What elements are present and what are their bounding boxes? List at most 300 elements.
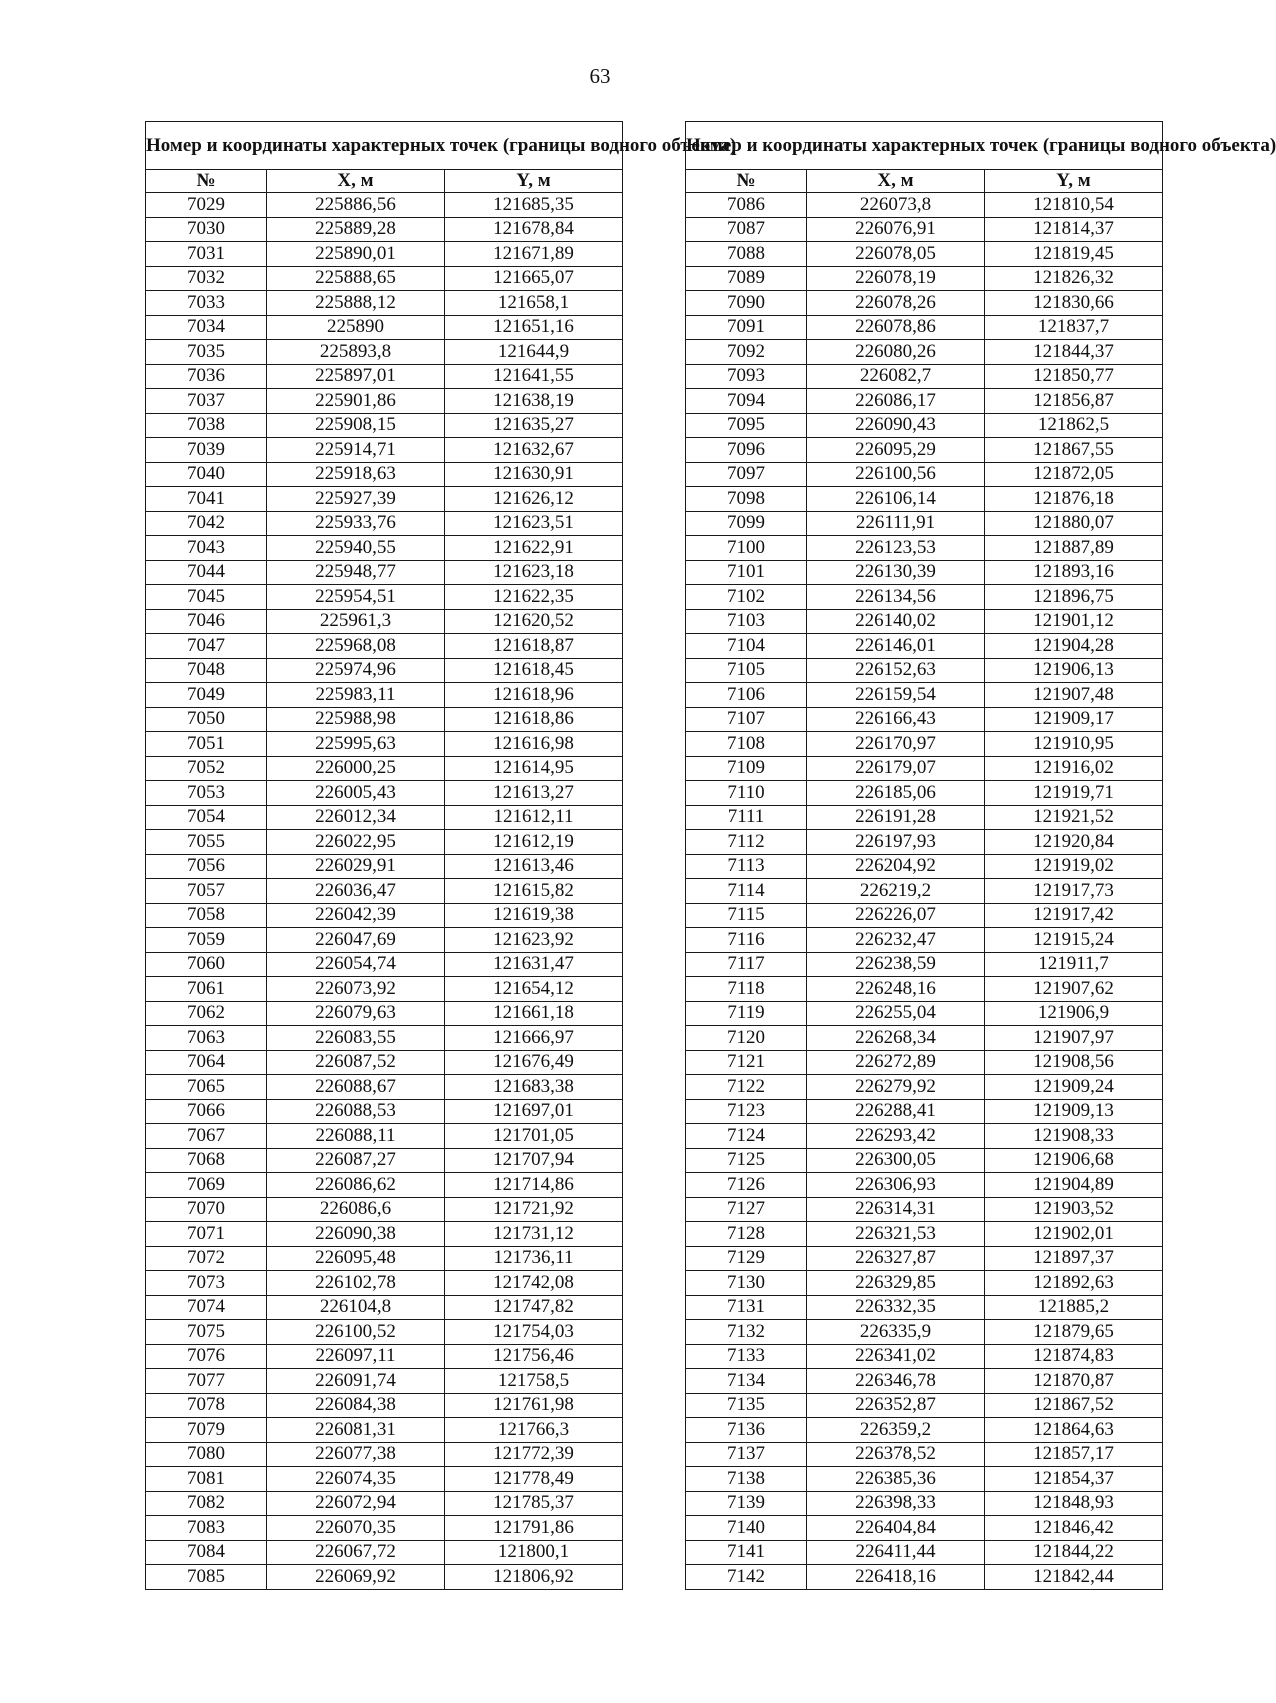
- table-row: [686, 1222, 1163, 1247]
- point-number-cell: 7096: [686, 438, 807, 463]
- x-coordinate-cell: 226078,26: [807, 291, 985, 316]
- point-number-cell: 7100: [686, 536, 807, 561]
- table-row: [146, 1516, 623, 1541]
- x-coordinate-cell: 226359,2: [807, 1418, 985, 1443]
- x-coordinate-cell: 226418,16: [807, 1565, 985, 1590]
- point-number-cell: 7061: [146, 977, 267, 1002]
- table-row: [146, 903, 623, 928]
- y-coordinate-cell: 121618,96: [445, 683, 623, 708]
- table-row: [146, 291, 623, 316]
- point-number-cell: 7118: [686, 977, 807, 1002]
- x-coordinate-cell: 226140,02: [807, 609, 985, 634]
- x-coordinate-cell: 226070,35: [267, 1516, 445, 1541]
- table-row: [146, 315, 623, 340]
- y-coordinate-cell: 121714,86: [445, 1173, 623, 1198]
- point-number-cell: 7092: [686, 340, 807, 365]
- x-coordinate-cell: 226191,28: [807, 805, 985, 830]
- x-coordinate-cell: 226170,97: [807, 732, 985, 757]
- x-coordinate-cell: 225890,01: [267, 242, 445, 267]
- y-coordinate-cell: 121844,22: [985, 1540, 1163, 1565]
- column-header-y: Y, м: [445, 170, 623, 193]
- y-coordinate-cell: 121623,51: [445, 511, 623, 536]
- x-coordinate-cell: 226067,72: [267, 1540, 445, 1565]
- point-number-cell: 7103: [686, 609, 807, 634]
- point-number-cell: 7101: [686, 560, 807, 585]
- table-row: [146, 952, 623, 977]
- x-coordinate-cell: 226329,85: [807, 1271, 985, 1296]
- y-coordinate-cell: 121785,37: [445, 1491, 623, 1516]
- point-number-cell: 7094: [686, 389, 807, 414]
- y-coordinate-cell: 121612,11: [445, 805, 623, 830]
- y-coordinate-cell: 121904,28: [985, 634, 1163, 659]
- table-row: [686, 340, 1163, 365]
- y-coordinate-cell: 121917,73: [985, 879, 1163, 904]
- x-coordinate-cell: 225886,56: [267, 193, 445, 218]
- point-number-cell: 7127: [686, 1197, 807, 1222]
- table-row: [686, 952, 1163, 977]
- point-number-cell: 7104: [686, 634, 807, 659]
- y-coordinate-cell: 121921,52: [985, 805, 1163, 830]
- y-coordinate-cell: 121867,55: [985, 438, 1163, 463]
- x-coordinate-cell: 226378,52: [807, 1442, 985, 1467]
- point-number-cell: 7060: [146, 952, 267, 977]
- point-number-cell: 7048: [146, 658, 267, 683]
- x-coordinate-cell: 226232,47: [807, 928, 985, 953]
- point-number-cell: 7039: [146, 438, 267, 463]
- point-number-cell: 7109: [686, 756, 807, 781]
- x-coordinate-cell: 226134,56: [807, 585, 985, 610]
- point-number-cell: 7049: [146, 683, 267, 708]
- x-coordinate-cell: 226080,26: [807, 340, 985, 365]
- point-number-cell: 7055: [146, 830, 267, 855]
- y-coordinate-cell: 121644,9: [445, 340, 623, 365]
- x-coordinate-cell: 225988,98: [267, 707, 445, 732]
- x-coordinate-cell: 225974,96: [267, 658, 445, 683]
- point-number-cell: 7134: [686, 1369, 807, 1394]
- table-row: [686, 1124, 1163, 1149]
- x-coordinate-cell: 226083,55: [267, 1026, 445, 1051]
- table-row: [686, 683, 1163, 708]
- y-coordinate-cell: 121842,44: [985, 1565, 1163, 1590]
- x-coordinate-cell: 226078,19: [807, 266, 985, 291]
- y-coordinate-cell: 121701,05: [445, 1124, 623, 1149]
- y-coordinate-cell: 121810,54: [985, 193, 1163, 218]
- table-row: [146, 1148, 623, 1173]
- point-number-cell: 7051: [146, 732, 267, 757]
- table-row: [686, 1516, 1163, 1541]
- point-number-cell: 7106: [686, 683, 807, 708]
- point-number-cell: 7142: [686, 1565, 807, 1590]
- point-number-cell: 7085: [146, 1565, 267, 1590]
- table-row: [146, 487, 623, 512]
- x-coordinate-cell: 226346,78: [807, 1369, 985, 1394]
- y-coordinate-cell: 121683,38: [445, 1075, 623, 1100]
- point-number-cell: 7138: [686, 1467, 807, 1492]
- y-coordinate-cell: 121874,83: [985, 1344, 1163, 1369]
- point-number-cell: 7111: [686, 805, 807, 830]
- x-coordinate-cell: 226268,34: [807, 1026, 985, 1051]
- table-row: [146, 193, 623, 218]
- table-row: [686, 560, 1163, 585]
- table-row: [146, 511, 623, 536]
- x-coordinate-cell: 226005,43: [267, 781, 445, 806]
- table-row: [686, 805, 1163, 830]
- y-coordinate-cell: 121887,89: [985, 536, 1163, 561]
- y-coordinate-cell: 121676,49: [445, 1050, 623, 1075]
- table-row: [146, 1246, 623, 1271]
- x-coordinate-cell: 225954,51: [267, 585, 445, 610]
- y-coordinate-cell: 121911,7: [985, 952, 1163, 977]
- x-coordinate-cell: 226335,9: [807, 1320, 985, 1345]
- y-coordinate-cell: 121619,38: [445, 903, 623, 928]
- x-coordinate-cell: 226123,53: [807, 536, 985, 561]
- x-coordinate-cell: 226104,8: [267, 1295, 445, 1320]
- table-row: [146, 364, 623, 389]
- table-row: [146, 1491, 623, 1516]
- y-coordinate-cell: 121867,52: [985, 1393, 1163, 1418]
- x-coordinate-cell: 226042,39: [267, 903, 445, 928]
- x-coordinate-cell: 225893,8: [267, 340, 445, 365]
- column-header-number: №: [686, 170, 807, 193]
- x-coordinate-cell: 225901,86: [267, 389, 445, 414]
- point-number-cell: 7034: [146, 315, 267, 340]
- y-coordinate-cell: 121885,2: [985, 1295, 1163, 1320]
- x-coordinate-cell: 226081,31: [267, 1418, 445, 1443]
- point-number-cell: 7050: [146, 707, 267, 732]
- table-row: [146, 536, 623, 561]
- table-row: [686, 928, 1163, 953]
- y-coordinate-cell: 121623,92: [445, 928, 623, 953]
- y-coordinate-cell: 121772,39: [445, 1442, 623, 1467]
- table-row: [146, 340, 623, 365]
- point-number-cell: 7042: [146, 511, 267, 536]
- y-coordinate-cell: 121618,86: [445, 707, 623, 732]
- x-coordinate-cell: 226248,16: [807, 977, 985, 1002]
- point-number-cell: 7131: [686, 1295, 807, 1320]
- point-number-cell: 7054: [146, 805, 267, 830]
- point-number-cell: 7120: [686, 1026, 807, 1051]
- table-row: [686, 879, 1163, 904]
- point-number-cell: 7067: [146, 1124, 267, 1149]
- y-coordinate-cell: 121800,1: [445, 1540, 623, 1565]
- table-row: [686, 1099, 1163, 1124]
- y-coordinate-cell: 121876,18: [985, 487, 1163, 512]
- point-number-cell: 7139: [686, 1491, 807, 1516]
- x-coordinate-cell: 225995,63: [267, 732, 445, 757]
- table-row: [686, 1491, 1163, 1516]
- table-row: [146, 805, 623, 830]
- point-number-cell: 7089: [686, 266, 807, 291]
- x-coordinate-cell: 226288,41: [807, 1099, 985, 1124]
- y-coordinate-cell: 121919,02: [985, 854, 1163, 879]
- point-number-cell: 7140: [686, 1516, 807, 1541]
- point-number-cell: 7063: [146, 1026, 267, 1051]
- point-number-cell: 7070: [146, 1197, 267, 1222]
- table-row: [686, 217, 1163, 242]
- table-row: [686, 438, 1163, 463]
- point-number-cell: 7059: [146, 928, 267, 953]
- x-coordinate-cell: 226146,01: [807, 634, 985, 659]
- point-number-cell: 7125: [686, 1148, 807, 1173]
- point-number-cell: 7038: [146, 413, 267, 438]
- point-number-cell: 7121: [686, 1050, 807, 1075]
- x-coordinate-cell: 226073,92: [267, 977, 445, 1002]
- y-coordinate-cell: 121623,18: [445, 560, 623, 585]
- x-coordinate-cell: 226106,14: [807, 487, 985, 512]
- point-number-cell: 7084: [146, 1540, 267, 1565]
- point-number-cell: 7053: [146, 781, 267, 806]
- x-coordinate-cell: 226078,05: [807, 242, 985, 267]
- y-coordinate-cell: 121910,95: [985, 732, 1163, 757]
- x-coordinate-cell: 226047,69: [267, 928, 445, 953]
- table-row: [146, 1295, 623, 1320]
- x-coordinate-cell: 226072,94: [267, 1491, 445, 1516]
- y-coordinate-cell: 121665,07: [445, 266, 623, 291]
- x-coordinate-cell: 226076,91: [807, 217, 985, 242]
- x-coordinate-cell: 225908,15: [267, 413, 445, 438]
- y-coordinate-cell: 121906,68: [985, 1148, 1163, 1173]
- x-coordinate-cell: 226087,27: [267, 1148, 445, 1173]
- point-number-cell: 7043: [146, 536, 267, 561]
- point-number-cell: 7112: [686, 830, 807, 855]
- table-row: [686, 1540, 1163, 1565]
- point-number-cell: 7041: [146, 487, 267, 512]
- y-coordinate-cell: 121614,95: [445, 756, 623, 781]
- y-coordinate-cell: 121658,1: [445, 291, 623, 316]
- table-row: [686, 707, 1163, 732]
- point-number-cell: 7116: [686, 928, 807, 953]
- point-number-cell: 7033: [146, 291, 267, 316]
- table-row: [686, 1320, 1163, 1345]
- point-number-cell: 7062: [146, 1001, 267, 1026]
- table-row: [686, 193, 1163, 218]
- point-number-cell: 7097: [686, 462, 807, 487]
- table-row: [146, 781, 623, 806]
- x-coordinate-cell: 226404,84: [807, 1516, 985, 1541]
- table-row: [686, 585, 1163, 610]
- table-row: [686, 389, 1163, 414]
- y-coordinate-cell: 121666,97: [445, 1026, 623, 1051]
- x-coordinate-cell: 226398,33: [807, 1491, 985, 1516]
- y-coordinate-cell: 121848,93: [985, 1491, 1163, 1516]
- table-row: [146, 928, 623, 953]
- point-number-cell: 7133: [686, 1344, 807, 1369]
- x-coordinate-cell: 225897,01: [267, 364, 445, 389]
- y-coordinate-cell: 121854,37: [985, 1467, 1163, 1492]
- point-number-cell: 7031: [146, 242, 267, 267]
- table-row: [146, 1565, 623, 1590]
- x-coordinate-cell: 226204,92: [807, 854, 985, 879]
- table-row: [146, 1540, 623, 1565]
- point-number-cell: 7113: [686, 854, 807, 879]
- point-number-cell: 7086: [686, 193, 807, 218]
- x-coordinate-cell: 226411,44: [807, 1540, 985, 1565]
- y-coordinate-cell: 121906,9: [985, 1001, 1163, 1026]
- x-coordinate-cell: 225968,08: [267, 634, 445, 659]
- table-row: [686, 1467, 1163, 1492]
- table-row: [146, 1222, 623, 1247]
- x-coordinate-cell: 226095,29: [807, 438, 985, 463]
- y-coordinate-cell: 121630,91: [445, 462, 623, 487]
- table-row: [146, 1393, 623, 1418]
- y-coordinate-cell: 121778,49: [445, 1467, 623, 1492]
- y-coordinate-cell: 121908,33: [985, 1124, 1163, 1149]
- point-number-cell: 7137: [686, 1442, 807, 1467]
- point-number-cell: 7074: [146, 1295, 267, 1320]
- y-coordinate-cell: 121612,19: [445, 830, 623, 855]
- point-number-cell: 7052: [146, 756, 267, 781]
- point-number-cell: 7076: [146, 1344, 267, 1369]
- point-number-cell: 7091: [686, 315, 807, 340]
- table-row: [146, 585, 623, 610]
- point-number-cell: 7093: [686, 364, 807, 389]
- y-coordinate-cell: 121661,18: [445, 1001, 623, 1026]
- table-row: [146, 854, 623, 879]
- table-row: [146, 1099, 623, 1124]
- x-coordinate-cell: 226069,92: [267, 1565, 445, 1590]
- table-row: [686, 634, 1163, 659]
- y-coordinate-cell: 121747,82: [445, 1295, 623, 1320]
- table-row: [146, 658, 623, 683]
- table-row: [146, 683, 623, 708]
- x-coordinate-cell: 226102,78: [267, 1271, 445, 1296]
- table-row: [686, 1050, 1163, 1075]
- table-row: [146, 707, 623, 732]
- x-coordinate-cell: 226095,48: [267, 1246, 445, 1271]
- y-coordinate-cell: 121850,77: [985, 364, 1163, 389]
- y-coordinate-cell: 121742,08: [445, 1271, 623, 1296]
- y-coordinate-cell: 121814,37: [985, 217, 1163, 242]
- point-number-cell: 7098: [686, 487, 807, 512]
- x-coordinate-cell: 226279,92: [807, 1075, 985, 1100]
- table-row: [686, 364, 1163, 389]
- point-number-cell: 7040: [146, 462, 267, 487]
- x-coordinate-cell: 226185,06: [807, 781, 985, 806]
- x-coordinate-cell: 226130,39: [807, 560, 985, 585]
- column-header-x: X, м: [267, 170, 445, 193]
- table-row: [146, 1271, 623, 1296]
- y-coordinate-cell: 121707,94: [445, 1148, 623, 1173]
- point-number-cell: 7077: [146, 1369, 267, 1394]
- y-coordinate-cell: 121893,16: [985, 560, 1163, 585]
- y-coordinate-cell: 121907,62: [985, 977, 1163, 1002]
- table-row: [146, 1075, 623, 1100]
- x-coordinate-cell: 226327,87: [807, 1246, 985, 1271]
- table-row: [146, 1026, 623, 1051]
- table-row: [146, 1050, 623, 1075]
- y-coordinate-cell: 121654,12: [445, 977, 623, 1002]
- point-number-cell: 7058: [146, 903, 267, 928]
- table-row: [146, 1467, 623, 1492]
- x-coordinate-cell: 226272,89: [807, 1050, 985, 1075]
- x-coordinate-cell: 226073,8: [807, 193, 985, 218]
- y-coordinate-cell: 121641,55: [445, 364, 623, 389]
- table-row: [146, 879, 623, 904]
- table-row: [686, 1418, 1163, 1443]
- table-row: [146, 830, 623, 855]
- y-coordinate-cell: 121631,47: [445, 952, 623, 977]
- y-coordinate-cell: 121907,48: [985, 683, 1163, 708]
- point-number-cell: 7030: [146, 217, 267, 242]
- y-coordinate-cell: 121909,13: [985, 1099, 1163, 1124]
- y-coordinate-cell: 121622,91: [445, 536, 623, 561]
- table-row: [686, 732, 1163, 757]
- x-coordinate-cell: 226352,87: [807, 1393, 985, 1418]
- y-coordinate-cell: 121902,01: [985, 1222, 1163, 1247]
- x-coordinate-cell: 226088,67: [267, 1075, 445, 1100]
- y-coordinate-cell: 121856,87: [985, 389, 1163, 414]
- table-row: [146, 242, 623, 267]
- x-coordinate-cell: 226255,04: [807, 1001, 985, 1026]
- point-number-cell: 7080: [146, 1442, 267, 1467]
- y-coordinate-cell: 121857,17: [985, 1442, 1163, 1467]
- point-number-cell: 7102: [686, 585, 807, 610]
- y-coordinate-cell: 121697,01: [445, 1099, 623, 1124]
- table-row: [686, 1001, 1163, 1026]
- y-coordinate-cell: 121892,63: [985, 1271, 1163, 1296]
- y-coordinate-cell: 121908,56: [985, 1050, 1163, 1075]
- point-number-cell: 7114: [686, 879, 807, 904]
- point-number-cell: 7088: [686, 242, 807, 267]
- table-row: [686, 781, 1163, 806]
- y-coordinate-cell: 121872,05: [985, 462, 1163, 487]
- x-coordinate-cell: 226084,38: [267, 1393, 445, 1418]
- y-coordinate-cell: 121613,46: [445, 854, 623, 879]
- table-row: [686, 1295, 1163, 1320]
- table-row: [686, 1393, 1163, 1418]
- table-row: [146, 413, 623, 438]
- y-coordinate-cell: 121844,37: [985, 340, 1163, 365]
- x-coordinate-cell: 225983,11: [267, 683, 445, 708]
- point-number-cell: 7029: [146, 193, 267, 218]
- point-number-cell: 7057: [146, 879, 267, 904]
- x-coordinate-cell: 226197,93: [807, 830, 985, 855]
- table-row: [146, 732, 623, 757]
- y-coordinate-cell: 121761,98: [445, 1393, 623, 1418]
- point-number-cell: 7079: [146, 1418, 267, 1443]
- point-number-cell: 7141: [686, 1540, 807, 1565]
- x-coordinate-cell: 226074,35: [267, 1467, 445, 1492]
- point-number-cell: 7090: [686, 291, 807, 316]
- x-coordinate-cell: 226341,02: [807, 1344, 985, 1369]
- point-number-cell: 7123: [686, 1099, 807, 1124]
- point-number-cell: 7126: [686, 1173, 807, 1198]
- x-coordinate-cell: 226087,52: [267, 1050, 445, 1075]
- x-coordinate-cell: 226082,7: [807, 364, 985, 389]
- y-coordinate-cell: 121758,5: [445, 1369, 623, 1394]
- table-row: [686, 609, 1163, 634]
- y-coordinate-cell: 121907,97: [985, 1026, 1163, 1051]
- point-number-cell: 7105: [686, 658, 807, 683]
- point-number-cell: 7095: [686, 413, 807, 438]
- point-number-cell: 7035: [146, 340, 267, 365]
- x-coordinate-cell: 226306,93: [807, 1173, 985, 1198]
- table-row: [146, 1124, 623, 1149]
- point-number-cell: 7037: [146, 389, 267, 414]
- table-row: [686, 1173, 1163, 1198]
- table-row: [686, 1344, 1163, 1369]
- point-number-cell: 7046: [146, 609, 267, 634]
- table-row: [146, 266, 623, 291]
- x-coordinate-cell: 226054,74: [267, 952, 445, 977]
- y-coordinate-cell: 121916,02: [985, 756, 1163, 781]
- point-number-cell: 7064: [146, 1050, 267, 1075]
- point-number-cell: 7115: [686, 903, 807, 928]
- page-number: 63: [589, 64, 611, 88]
- table-row: [146, 1001, 623, 1026]
- x-coordinate-cell: 226088,53: [267, 1099, 445, 1124]
- column-header-y: Y, м: [985, 170, 1163, 193]
